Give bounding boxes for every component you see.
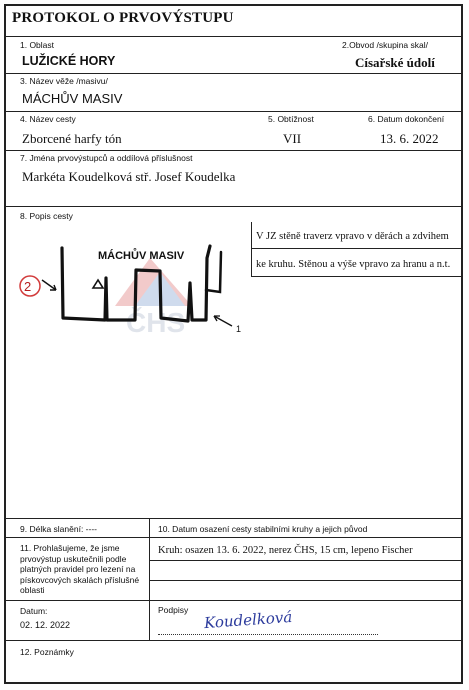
datum-dokonceni-label: 6. Datum dokončení — [368, 114, 445, 124]
chs-logo-text: ČHS — [126, 307, 186, 338]
arrow-2 — [42, 280, 56, 290]
cesta-value: Zborcené harfy tón — [22, 131, 122, 146]
rule — [4, 206, 463, 207]
rule — [4, 600, 463, 601]
rule — [149, 518, 150, 640]
obtiznost-value: VII — [283, 131, 302, 146]
kruh-value: Kruh: osazen 13. 6. 2022, nerez ČHS, 15 cm, lepeno Fischer — [158, 545, 413, 556]
podpisy-label: Podpisy — [158, 605, 189, 615]
rule — [149, 580, 463, 581]
popis-label: 8. Popis cesty — [20, 211, 73, 221]
form-title: PROTOKOL O PRVOVÝSTUPU — [12, 10, 234, 26]
poznamky-label: 12. Poznámky — [20, 647, 74, 657]
signature: Koudelková — [203, 607, 293, 633]
datum-label: Datum: — [20, 606, 48, 616]
jmena-value: Markéta Koudelková stř. Josef Koudelka — [22, 169, 236, 184]
route-sketch — [10, 228, 250, 348]
rule — [149, 560, 463, 561]
rule — [251, 276, 463, 277]
jmena-label: 7. Jména prvovýstupců a oddílová příslušnost — [20, 153, 193, 163]
marker-2: 2 — [24, 279, 32, 294]
rule — [4, 640, 463, 641]
sketch-masiv-label: MÁCHŮV MASIV — [98, 250, 185, 262]
obtiznost-label: 5. Obtížnost — [268, 114, 314, 124]
rule — [4, 73, 463, 74]
obvod-label: 2.Obvod /skupina skal/ — [342, 40, 428, 50]
rule — [4, 537, 463, 538]
delka-label: 9. Délka slanění: ---- — [20, 524, 97, 534]
rule — [4, 36, 463, 37]
rule — [4, 111, 463, 112]
rule — [4, 518, 463, 519]
marker-1: 1 — [236, 324, 242, 334]
popis-line-1: V JZ stěně traverz vpravo v děrách a zdvihem — [256, 231, 449, 242]
rule — [4, 150, 463, 151]
oblast-value: LUŽICKÉ HORY — [22, 54, 116, 68]
rule — [251, 222, 252, 276]
kruhy-label: 10. Datum osazení cesty stabilními kruhy a jejich původ — [158, 524, 368, 534]
vez-label: 3. Název věže /masivu/ — [20, 76, 108, 86]
popis-line-2: ke kruhu. Stěnou a výše vpravo za hranu a n.t. — [256, 259, 451, 270]
rule — [251, 248, 463, 249]
vez-value: MÁCHŮV MASIV — [22, 91, 123, 106]
obvod-value: Císařské údolí — [355, 55, 435, 70]
datum-value: 02. 12. 2022 — [20, 620, 71, 630]
signature-line — [158, 634, 378, 635]
ring-marker — [93, 280, 103, 288]
prohlaseni-text: 11. Prohlašujeme, že jsme prvovýstup uskutečnili podle platných pravidel pro lezení na pískovcových skalách příslušné oblasti — [20, 543, 140, 595]
cesta-label: 4. Název cesty — [20, 114, 76, 124]
datum-dokonceni-value: 13. 6. 2022 — [380, 131, 439, 146]
oblast-label: 1. Oblast — [20, 40, 55, 50]
